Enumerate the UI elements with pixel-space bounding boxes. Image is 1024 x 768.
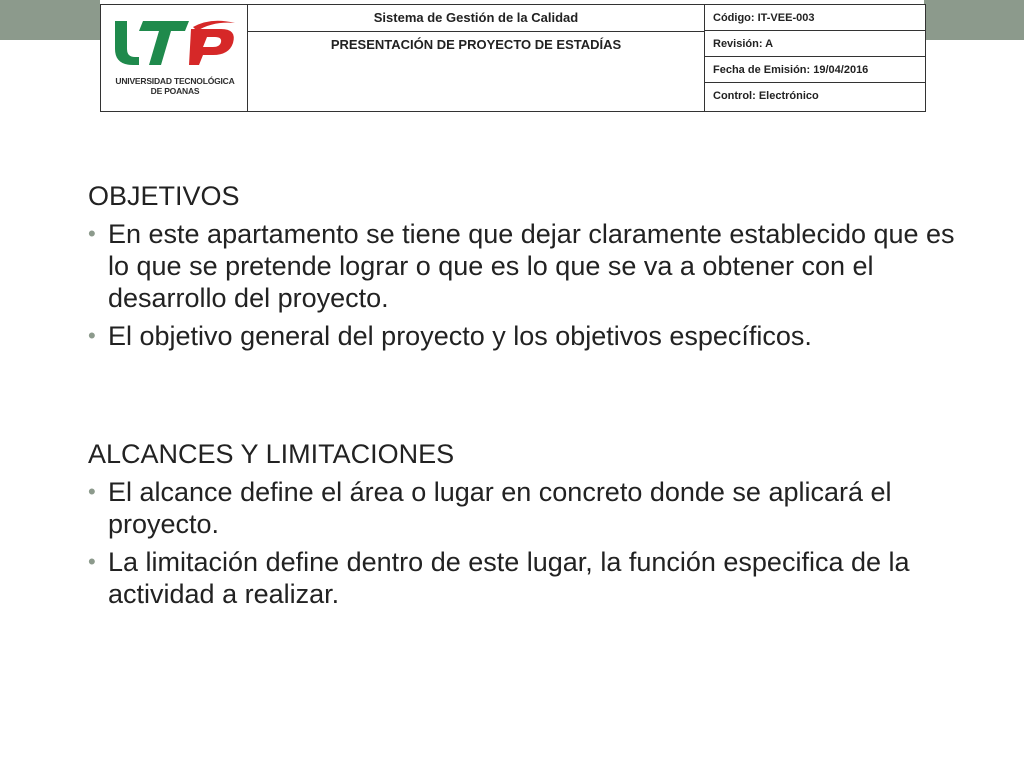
document-header-table — [100, 4, 926, 112]
list-item — [88, 546, 968, 610]
logo-cell — [101, 5, 248, 112]
list-item — [88, 218, 968, 314]
section-spacer — [88, 358, 968, 438]
slide-content — [88, 180, 968, 616]
bullet-text: El objetivo general del proyecto y los objetivos específicos. — [108, 321, 812, 351]
bullet-icon: • — [88, 479, 96, 504]
decorative-bar-left — [0, 0, 100, 40]
revision-field: Revisión: A — [705, 31, 925, 57]
bullet-text: El alcance define el área o lugar en concreto donde se aplicará el proyecto. — [108, 477, 892, 539]
logo-caption-line2: DE POANAS — [150, 86, 200, 96]
bullet-icon: • — [88, 323, 96, 348]
document-info-cell — [705, 5, 926, 112]
system-title: Sistema de Gestión de la Calidad — [248, 5, 704, 32]
objetivos-list — [88, 218, 968, 352]
logo-caption-line1: UNIVERSIDAD TECNOLÓGICA — [115, 76, 235, 86]
objetivos-heading: OBJETIVOS — [88, 181, 240, 211]
list-item — [88, 476, 968, 540]
control-field: Control: Electrónico — [713, 90, 819, 102]
title-cell — [248, 5, 705, 112]
codigo-field: Código: IT-VEE-003 — [705, 5, 925, 31]
alcances-list — [88, 476, 968, 610]
alcances-heading: ALCANCES Y LIMITACIONES — [88, 439, 455, 469]
list-item — [88, 320, 968, 352]
university-logo — [109, 15, 241, 96]
bullet-icon: • — [88, 221, 96, 246]
bullet-text: En este apartamento se tiene que dejar claramente establecido que es lo que se pretende lograr o que es lo que se va a obtener con el desarrollo del proyecto. — [108, 219, 955, 313]
bullet-text: La limitación define dentro de este lugar, la función especifica de la actividad a realizar. — [108, 547, 910, 609]
document-title: PRESENTACIÓN DE PROYECTO DE ESTADÍAS — [330, 37, 622, 52]
bullet-icon: • — [88, 549, 96, 574]
utp-logo-icon — [109, 15, 241, 71]
fecha-emision-field: Fecha de Emisión: 19/04/2016 — [705, 57, 925, 83]
decorative-bar-right — [924, 0, 1024, 40]
